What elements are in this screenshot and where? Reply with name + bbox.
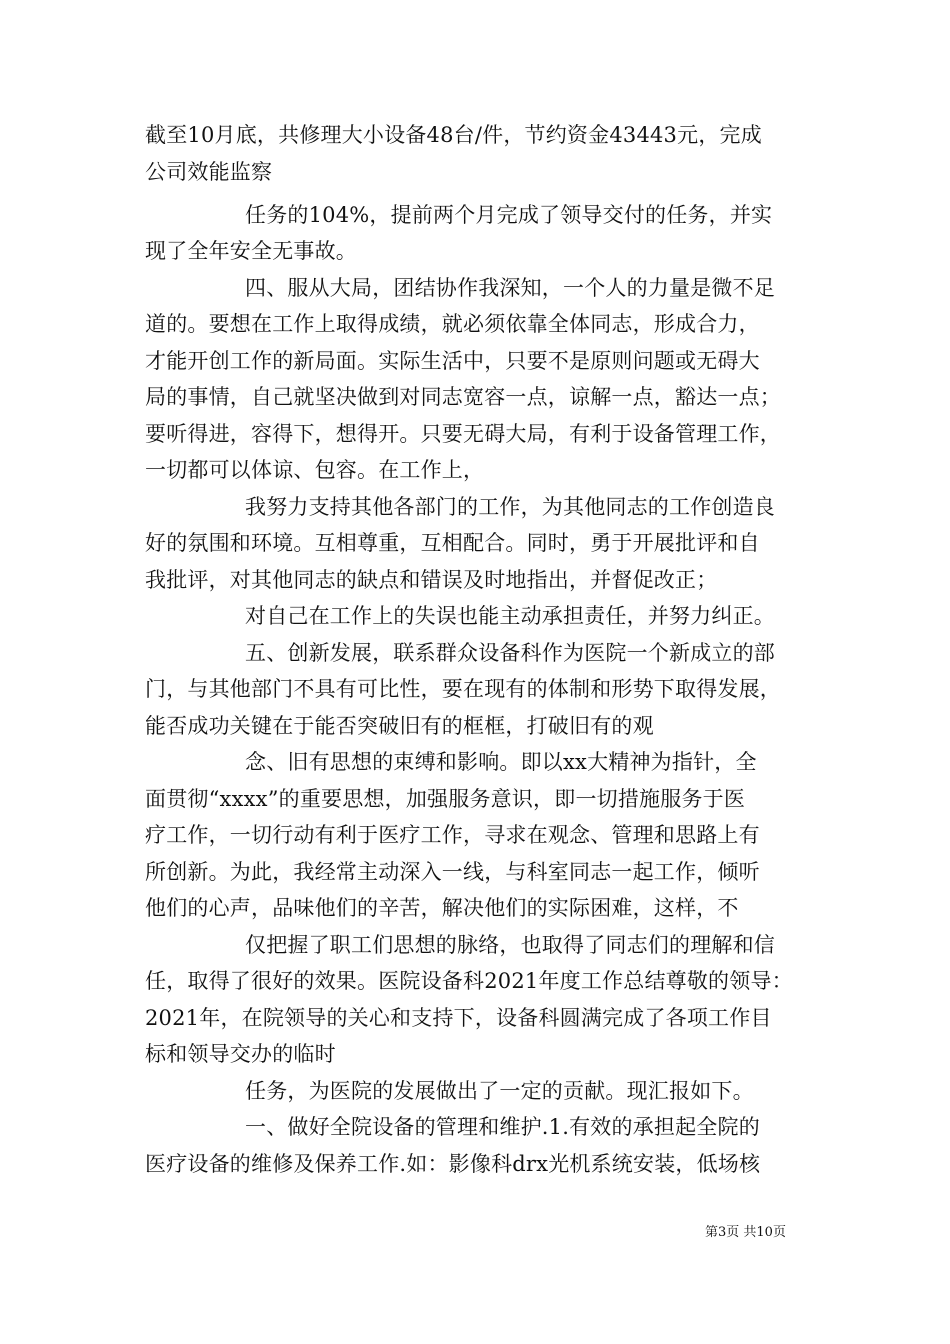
text-line: 面贯彻“xxxx”的重要思想，加强服务意识，即一切措施服务于医 — [145, 787, 746, 811]
text-line: 能否成功关键在于能否突破旧有的框框，打破旧有的观 — [145, 714, 654, 738]
text-line: 一切都可以体谅、包容。在工作上， — [145, 458, 485, 482]
text-line: 任务，为医院的发展做出了一定的贡献。现汇报如下。 — [245, 1079, 754, 1103]
text-line: 念、旧有思想的束缚和影响。即以xx大精神为指针，全 — [245, 750, 757, 774]
text-line: 任，取得了很好的效果。医院设备科2021年度工作总结尊敬的领导： — [145, 969, 793, 993]
text-line: 要听得进，容得下，想得开。只要无碍大局，有利于设备管理工作， — [145, 422, 781, 446]
text-line: 所创新。为此，我经常主动深入一线，与科室同志一起工作，倾听 — [145, 860, 760, 884]
text-line: 2021年，在院领导的关心和支持下，设备科圆满完成了各项工作目 — [145, 1006, 772, 1030]
text-line: 现了全年安全无事故。 — [145, 239, 357, 263]
text-line: 一、做好全院设备的管理和维护.1.有效的承担起全院的 — [245, 1115, 760, 1139]
text-line: 截至10月底，共修理大小设备48台/件，节约资金43443元，完成 — [145, 123, 762, 147]
text-line: 我批评，对其他同志的缺点和错误及时地指出，并督促改正； — [145, 568, 718, 592]
text-line: 医疗设备的维修及保养工作.如：影像科drx光机系统安装，低场核 — [145, 1152, 761, 1176]
text-line: 我努力支持其他各部门的工作，为其他同志的工作创造良 — [245, 495, 775, 519]
text-line: 对自己在工作上的失误也能主动承担责任，并努力纠正。 — [245, 604, 775, 628]
page-number-footer: 第3页 共10页 — [705, 1225, 786, 1240]
text-line: 任务的104%，提前两个月完成了领导交付的任务，并实 — [245, 203, 773, 227]
text-line: 五、创新发展，联系群众设备科作为医院一个新成立的部 — [245, 641, 775, 665]
text-line: 他们的心声，品味他们的辛苦，解决他们的实际困难，这样，不 — [145, 896, 739, 920]
text-line: 好的氛围和环境。互相尊重，互相配合。同时，勇于开展批评和自 — [145, 531, 760, 555]
text-line: 仅把握了职工们思想的脉络，也取得了同志们的理解和信 — [245, 933, 775, 957]
text-line: 标和领导交办的临时 — [145, 1042, 336, 1066]
text-line: 公司效能监察 — [145, 160, 273, 184]
text-line: 疗工作，一切行动有利于医疗工作，寻求在观念、管理和思路上有 — [145, 823, 760, 847]
text-line: 四、服从大局，团结协作我深知，一个人的力量是微不足 — [245, 276, 775, 300]
text-line: 门，与其他部门不具有可比性，要在现有的体制和形势下取得发展， — [145, 677, 781, 701]
text-line: 才能开创工作的新局面。实际生活中，只要不是原则问题或无碍大 — [145, 349, 760, 373]
text-line: 道的。要想在工作上取得成绩，就必须依靠全体同志，形成合力， — [145, 312, 760, 336]
text-line: 局的事情，自己就坚决做到对同志宽容一点，谅解一点，豁达一点； — [145, 385, 781, 409]
